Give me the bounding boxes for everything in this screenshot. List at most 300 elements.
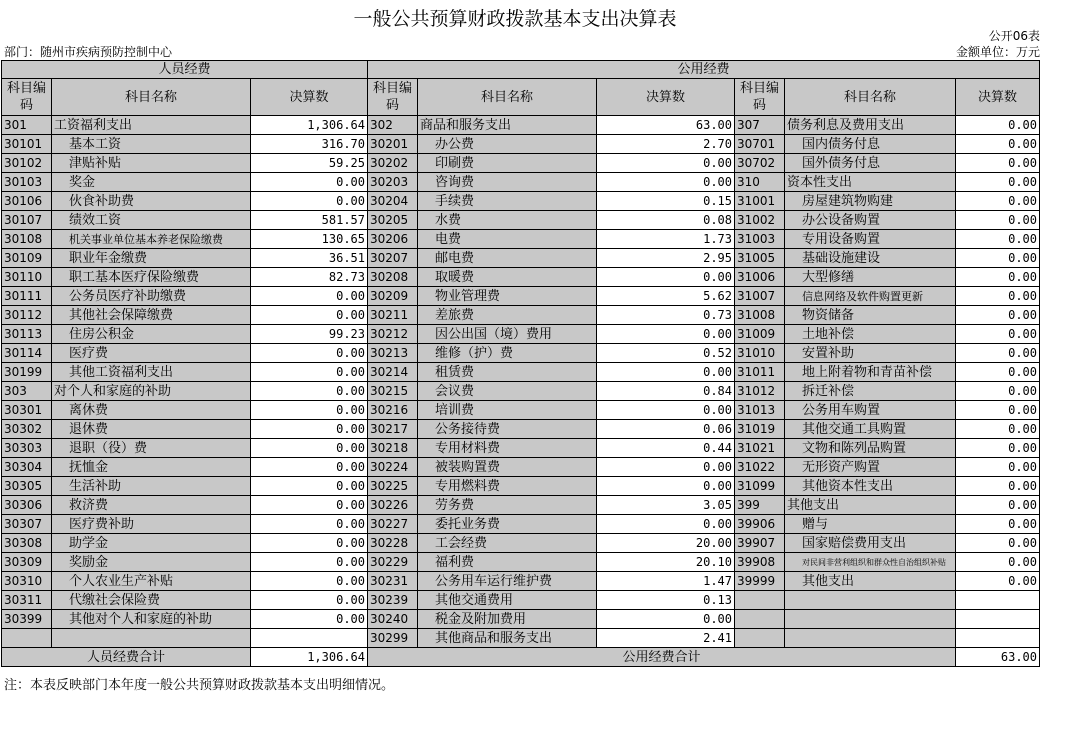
name-cell: 文物和陈列品购置 — [785, 439, 956, 458]
code-cell: 310 — [735, 173, 785, 192]
table-row — [2, 534, 1040, 553]
table-row — [2, 629, 1040, 648]
amount-cell: 1.73 — [597, 230, 735, 249]
name-cell: 工资福利支出 — [52, 116, 251, 135]
name-cell: 物业管理费 — [418, 287, 597, 306]
amount-cell: 5.62 — [597, 287, 735, 306]
name-cell: 委托业务费 — [418, 515, 597, 534]
name-cell: 维修（护）费 — [418, 344, 597, 363]
code-cell: 30102 — [2, 154, 52, 173]
code-cell: 30228 — [368, 534, 418, 553]
name-cell: 绩效工资 — [52, 211, 251, 230]
code-cell: 30217 — [368, 420, 418, 439]
code-cell: 30229 — [368, 553, 418, 572]
name-cell: 医疗费 — [52, 344, 251, 363]
amount-cell: 0.00 — [597, 610, 735, 629]
code-cell: 39907 — [735, 534, 785, 553]
code-cell: 30106 — [2, 192, 52, 211]
code-cell: 30302 — [2, 420, 52, 439]
name-cell: 伙食补助费 — [52, 192, 251, 211]
code-cell: 30112 — [2, 306, 52, 325]
code-cell: 30207 — [368, 249, 418, 268]
amount-cell: 82.73 — [251, 268, 368, 287]
amount-cell: 0.00 — [251, 458, 368, 477]
name-cell: 职业年金缴费 — [52, 249, 251, 268]
code-cell: 30109 — [2, 249, 52, 268]
name-cell: 其他商品和服务支出 — [418, 629, 597, 648]
code-cell: 30108 — [2, 230, 52, 249]
table-row — [2, 610, 1040, 629]
name-cell: 国内债务付息 — [785, 135, 956, 154]
col-code: 科目编码 — [735, 79, 785, 116]
code-cell: 30311 — [2, 591, 52, 610]
name-cell: 生活补助 — [52, 477, 251, 496]
table-row — [2, 173, 1040, 192]
amount-cell: 0.00 — [956, 287, 1040, 306]
table-row — [2, 572, 1040, 591]
code-cell: 30227 — [368, 515, 418, 534]
amount-cell: 0.00 — [251, 287, 368, 306]
table-row — [2, 477, 1040, 496]
form-number: 公开06表 — [988, 29, 1040, 43]
totals-row — [2, 648, 1040, 667]
amount-cell: 0.15 — [597, 192, 735, 211]
code-cell: 30202 — [368, 154, 418, 173]
amount-cell: 1,306.64 — [251, 116, 368, 135]
code-cell: 30209 — [368, 287, 418, 306]
name-cell: 机关事业单位基本养老保险缴费 — [52, 230, 251, 249]
code-cell: 30204 — [368, 192, 418, 211]
code-cell: 30208 — [368, 268, 418, 287]
name-cell: 物资储备 — [785, 306, 956, 325]
code-cell: 30214 — [368, 363, 418, 382]
amount-cell: 0.00 — [251, 496, 368, 515]
code-cell: 31002 — [735, 211, 785, 230]
code-cell: 30215 — [368, 382, 418, 401]
name-cell: 国家赔偿费用支出 — [785, 534, 956, 553]
amount-cell: 0.00 — [597, 173, 735, 192]
name-cell: 印刷费 — [418, 154, 597, 173]
expenditure-table — [1, 60, 1040, 667]
name-cell: 医疗费补助 — [52, 515, 251, 534]
name-cell: 培训费 — [418, 401, 597, 420]
table-row — [2, 154, 1040, 173]
table-row — [2, 515, 1040, 534]
code-cell: 30107 — [2, 211, 52, 230]
amount-cell: 0.00 — [956, 154, 1040, 173]
amount-cell: 0.00 — [956, 211, 1040, 230]
amount-cell: 0.00 — [956, 439, 1040, 458]
code-cell: 30205 — [368, 211, 418, 230]
table-row — [2, 306, 1040, 325]
public-total-amount: 63.00 — [956, 648, 1040, 667]
amount-cell: 0.00 — [251, 534, 368, 553]
name-cell: 劳务费 — [418, 496, 597, 515]
col-amount: 决算数 — [251, 79, 368, 116]
amount-cell: 0.00 — [597, 401, 735, 420]
code-cell: 30701 — [735, 135, 785, 154]
amount-cell: 0.00 — [597, 515, 735, 534]
amount-cell: 0.44 — [597, 439, 735, 458]
name-cell: 咨询费 — [418, 173, 597, 192]
amount-cell: 0.00 — [956, 401, 1040, 420]
amount-cell: 0.00 — [251, 344, 368, 363]
amount-cell — [956, 629, 1040, 648]
code-cell: 30308 — [2, 534, 52, 553]
amount-cell — [251, 629, 368, 648]
name-cell: 对民间非营利组织和群众性自治组织补贴 — [785, 553, 956, 572]
code-cell: 31022 — [735, 458, 785, 477]
amount-cell: 0.00 — [251, 192, 368, 211]
name-cell: 水费 — [418, 211, 597, 230]
name-cell: 离休费 — [52, 401, 251, 420]
amount-cell — [956, 610, 1040, 629]
code-cell: 30114 — [2, 344, 52, 363]
table-row — [2, 591, 1040, 610]
table-row — [2, 363, 1040, 382]
amount-cell: 0.00 — [956, 515, 1040, 534]
amount-cell: 0.00 — [251, 363, 368, 382]
department-label: 部门：随州市疾病预防控制中心 — [4, 45, 173, 59]
amount-cell: 20.10 — [597, 553, 735, 572]
name-cell — [785, 610, 956, 629]
amount-cell: 0.00 — [956, 572, 1040, 591]
amount-cell: 0.00 — [956, 420, 1040, 439]
code-cell: 30305 — [2, 477, 52, 496]
code-cell: 30218 — [368, 439, 418, 458]
amount-cell: 0.00 — [956, 192, 1040, 211]
amount-cell: 0.00 — [251, 610, 368, 629]
name-cell: 代缴社会保险费 — [52, 591, 251, 610]
col-name: 科目名称 — [418, 79, 597, 116]
table-row — [2, 116, 1040, 135]
name-cell: 其他工资福利支出 — [52, 363, 251, 382]
name-cell: 公务用车购置 — [785, 401, 956, 420]
name-cell: 地上附着物和青苗补偿 — [785, 363, 956, 382]
code-cell: 30203 — [368, 173, 418, 192]
amount-cell: 0.00 — [956, 306, 1040, 325]
column-header-row — [2, 79, 1040, 116]
name-cell: 个人农业生产补贴 — [52, 572, 251, 591]
name-cell: 国外债务付息 — [785, 154, 956, 173]
amount-cell: 0.00 — [597, 325, 735, 344]
code-cell: 30309 — [2, 553, 52, 572]
name-cell: 其他交通费用 — [418, 591, 597, 610]
name-cell: 奖金 — [52, 173, 251, 192]
name-cell: 无形资产购置 — [785, 458, 956, 477]
code-cell — [735, 610, 785, 629]
amount-cell: 0.00 — [956, 553, 1040, 572]
table-row — [2, 135, 1040, 154]
code-cell: 30111 — [2, 287, 52, 306]
name-cell: 其他支出 — [785, 496, 956, 515]
table-row — [2, 496, 1040, 515]
group-public: 公用经费 — [368, 61, 1040, 79]
code-cell: 30103 — [2, 173, 52, 192]
amount-cell: 0.00 — [956, 230, 1040, 249]
footnote: 注：本表反映部门本年度一般公共预算财政拨款基本支出明细情况。 — [4, 678, 395, 693]
name-cell: 安置补助 — [785, 344, 956, 363]
name-cell: 助学金 — [52, 534, 251, 553]
amount-cell: 0.00 — [251, 553, 368, 572]
amount-cell: 0.00 — [597, 458, 735, 477]
name-cell: 其他交通工具购置 — [785, 420, 956, 439]
amount-cell: 99.23 — [251, 325, 368, 344]
amount-cell: 0.00 — [251, 382, 368, 401]
col-amount: 决算数 — [956, 79, 1040, 116]
code-cell: 30213 — [368, 344, 418, 363]
name-cell: 对个人和家庭的补助 — [52, 382, 251, 401]
code-cell: 30310 — [2, 572, 52, 591]
code-cell: 30212 — [368, 325, 418, 344]
code-cell: 30206 — [368, 230, 418, 249]
code-cell: 31009 — [735, 325, 785, 344]
amount-cell: 581.57 — [251, 211, 368, 230]
amount-cell: 0.00 — [251, 173, 368, 192]
code-cell: 31010 — [735, 344, 785, 363]
name-cell: 办公费 — [418, 135, 597, 154]
amount-cell: 0.00 — [956, 325, 1040, 344]
code-cell: 39999 — [735, 572, 785, 591]
name-cell: 拆迁补偿 — [785, 382, 956, 401]
code-cell — [735, 591, 785, 610]
code-cell: 30199 — [2, 363, 52, 382]
amount-cell: 0.00 — [956, 116, 1040, 135]
code-cell: 39906 — [735, 515, 785, 534]
code-cell: 30399 — [2, 610, 52, 629]
code-cell: 30301 — [2, 401, 52, 420]
code-cell: 30211 — [368, 306, 418, 325]
amount-cell: 316.70 — [251, 135, 368, 154]
code-cell: 30306 — [2, 496, 52, 515]
table-row — [2, 439, 1040, 458]
code-cell: 30304 — [2, 458, 52, 477]
table-row — [2, 553, 1040, 572]
code-cell: 30240 — [368, 610, 418, 629]
amount-cell: 36.51 — [251, 249, 368, 268]
table-row — [2, 325, 1040, 344]
code-cell: 39908 — [735, 553, 785, 572]
table-row — [2, 382, 1040, 401]
name-cell: 公务用车运行维护费 — [418, 572, 597, 591]
amount-cell — [956, 591, 1040, 610]
name-cell — [785, 591, 956, 610]
name-cell: 税金及附加费用 — [418, 610, 597, 629]
code-cell: 30303 — [2, 439, 52, 458]
personnel-total-label: 人员经费合计 — [2, 648, 251, 667]
code-cell: 31021 — [735, 439, 785, 458]
col-code: 科目编码 — [2, 79, 52, 116]
code-cell: 30702 — [735, 154, 785, 173]
code-cell: 30216 — [368, 401, 418, 420]
table-row — [2, 287, 1040, 306]
amount-cell: 0.00 — [956, 135, 1040, 154]
amount-cell: 0.84 — [597, 382, 735, 401]
amount-cell: 0.00 — [956, 173, 1040, 192]
name-cell: 电费 — [418, 230, 597, 249]
code-cell: 302 — [368, 116, 418, 135]
amount-cell: 0.00 — [956, 496, 1040, 515]
amount-cell: 0.00 — [956, 249, 1040, 268]
code-cell: 31012 — [735, 382, 785, 401]
amount-cell: 0.00 — [251, 477, 368, 496]
table-row — [2, 192, 1040, 211]
amount-cell: 2.70 — [597, 135, 735, 154]
code-cell: 30299 — [368, 629, 418, 648]
amount-cell: 0.00 — [956, 382, 1040, 401]
name-cell: 专用燃料费 — [418, 477, 597, 496]
code-cell: 31001 — [735, 192, 785, 211]
amount-cell: 0.00 — [597, 154, 735, 173]
code-cell: 31099 — [735, 477, 785, 496]
code-cell: 301 — [2, 116, 52, 135]
code-cell: 31011 — [735, 363, 785, 382]
name-cell: 其他社会保障缴费 — [52, 306, 251, 325]
page-title: 一般公共预算财政拨款基本支出决算表 — [353, 8, 677, 30]
name-cell: 手续费 — [418, 192, 597, 211]
amount-cell: 20.00 — [597, 534, 735, 553]
code-cell: 30239 — [368, 591, 418, 610]
name-cell: 基本工资 — [52, 135, 251, 154]
personnel-total-amount: 1,306.64 — [251, 648, 368, 667]
name-cell: 大型修缮 — [785, 268, 956, 287]
code-cell: 31003 — [735, 230, 785, 249]
code-cell: 399 — [735, 496, 785, 515]
table-row — [2, 420, 1040, 439]
table-row — [2, 401, 1040, 420]
name-cell: 专用材料费 — [418, 439, 597, 458]
amount-cell: 0.00 — [251, 306, 368, 325]
name-cell: 奖励金 — [52, 553, 251, 572]
amount-cell: 0.08 — [597, 211, 735, 230]
amount-cell: 1.47 — [597, 572, 735, 591]
name-cell: 福利费 — [418, 553, 597, 572]
name-cell: 退休费 — [52, 420, 251, 439]
amount-cell: 0.00 — [251, 515, 368, 534]
col-amount: 决算数 — [597, 79, 735, 116]
table-row — [2, 211, 1040, 230]
name-cell: 住房公积金 — [52, 325, 251, 344]
name-cell: 会议费 — [418, 382, 597, 401]
amount-cell: 0.00 — [251, 401, 368, 420]
name-cell: 商品和服务支出 — [418, 116, 597, 135]
public-total-label: 公用经费合计 — [368, 648, 956, 667]
name-cell: 土地补偿 — [785, 325, 956, 344]
code-cell: 31008 — [735, 306, 785, 325]
name-cell: 其他资本性支出 — [785, 477, 956, 496]
unit-label: 金额单位：万元 — [955, 45, 1040, 59]
name-cell: 公务接待费 — [418, 420, 597, 439]
name-cell — [52, 629, 251, 648]
group-header-row — [2, 61, 1040, 79]
amount-cell: 0.00 — [956, 477, 1040, 496]
amount-cell: 0.00 — [956, 363, 1040, 382]
code-cell: 30201 — [368, 135, 418, 154]
name-cell: 救济费 — [52, 496, 251, 515]
name-cell: 信息网络及软件购置更新 — [785, 287, 956, 306]
code-cell: 31007 — [735, 287, 785, 306]
code-cell: 30224 — [368, 458, 418, 477]
amount-cell: 0.13 — [597, 591, 735, 610]
amount-cell: 0.00 — [597, 363, 735, 382]
code-cell: 30307 — [2, 515, 52, 534]
group-personnel: 人员经费 — [2, 61, 368, 79]
amount-cell: 63.00 — [597, 116, 735, 135]
name-cell: 取暖费 — [418, 268, 597, 287]
table-row — [2, 230, 1040, 249]
table-row — [2, 458, 1040, 477]
name-cell: 其他对个人和家庭的补助 — [52, 610, 251, 629]
name-cell: 抚恤金 — [52, 458, 251, 477]
amount-cell: 0.00 — [956, 458, 1040, 477]
table-row — [2, 344, 1040, 363]
name-cell: 专用设备购置 — [785, 230, 956, 249]
name-cell: 公务员医疗补助缴费 — [52, 287, 251, 306]
name-cell: 办公设备购置 — [785, 211, 956, 230]
code-cell: 31013 — [735, 401, 785, 420]
col-name: 科目名称 — [785, 79, 956, 116]
amount-cell: 0.00 — [251, 439, 368, 458]
amount-cell: 0.73 — [597, 306, 735, 325]
table-row — [2, 268, 1040, 287]
amount-cell: 0.52 — [597, 344, 735, 363]
name-cell: 差旅费 — [418, 306, 597, 325]
table-row — [2, 249, 1040, 268]
name-cell: 被装购置费 — [418, 458, 597, 477]
amount-cell: 0.00 — [597, 268, 735, 287]
amount-cell: 59.25 — [251, 154, 368, 173]
amount-cell: 0.00 — [597, 477, 735, 496]
name-cell: 邮电费 — [418, 249, 597, 268]
code-cell: 31019 — [735, 420, 785, 439]
amount-cell: 0.00 — [956, 268, 1040, 287]
amount-cell: 0.00 — [251, 591, 368, 610]
name-cell: 津贴补贴 — [52, 154, 251, 173]
code-cell: 30110 — [2, 268, 52, 287]
name-cell: 职工基本医疗保险缴费 — [52, 268, 251, 287]
amount-cell: 2.41 — [597, 629, 735, 648]
name-cell — [785, 629, 956, 648]
code-cell — [735, 629, 785, 648]
name-cell: 其他支出 — [785, 572, 956, 591]
name-cell: 租赁费 — [418, 363, 597, 382]
amount-cell: 0.00 — [956, 344, 1040, 363]
col-name: 科目名称 — [52, 79, 251, 116]
code-cell: 303 — [2, 382, 52, 401]
name-cell: 工会经费 — [418, 534, 597, 553]
name-cell: 房屋建筑物购建 — [785, 192, 956, 211]
amount-cell: 2.95 — [597, 249, 735, 268]
name-cell: 债务利息及费用支出 — [785, 116, 956, 135]
code-cell: 31005 — [735, 249, 785, 268]
code-cell: 307 — [735, 116, 785, 135]
code-cell: 30113 — [2, 325, 52, 344]
amount-cell: 0.00 — [251, 572, 368, 591]
amount-cell: 0.06 — [597, 420, 735, 439]
name-cell: 基础设施建设 — [785, 249, 956, 268]
code-cell: 31006 — [735, 268, 785, 287]
code-cell: 30101 — [2, 135, 52, 154]
code-cell: 30231 — [368, 572, 418, 591]
amount-cell: 130.65 — [251, 230, 368, 249]
code-cell — [2, 629, 52, 648]
amount-cell: 0.00 — [251, 420, 368, 439]
amount-cell: 3.05 — [597, 496, 735, 515]
name-cell: 退职（役）费 — [52, 439, 251, 458]
code-cell: 30226 — [368, 496, 418, 515]
amount-cell: 0.00 — [956, 534, 1040, 553]
name-cell: 因公出国（境）费用 — [418, 325, 597, 344]
